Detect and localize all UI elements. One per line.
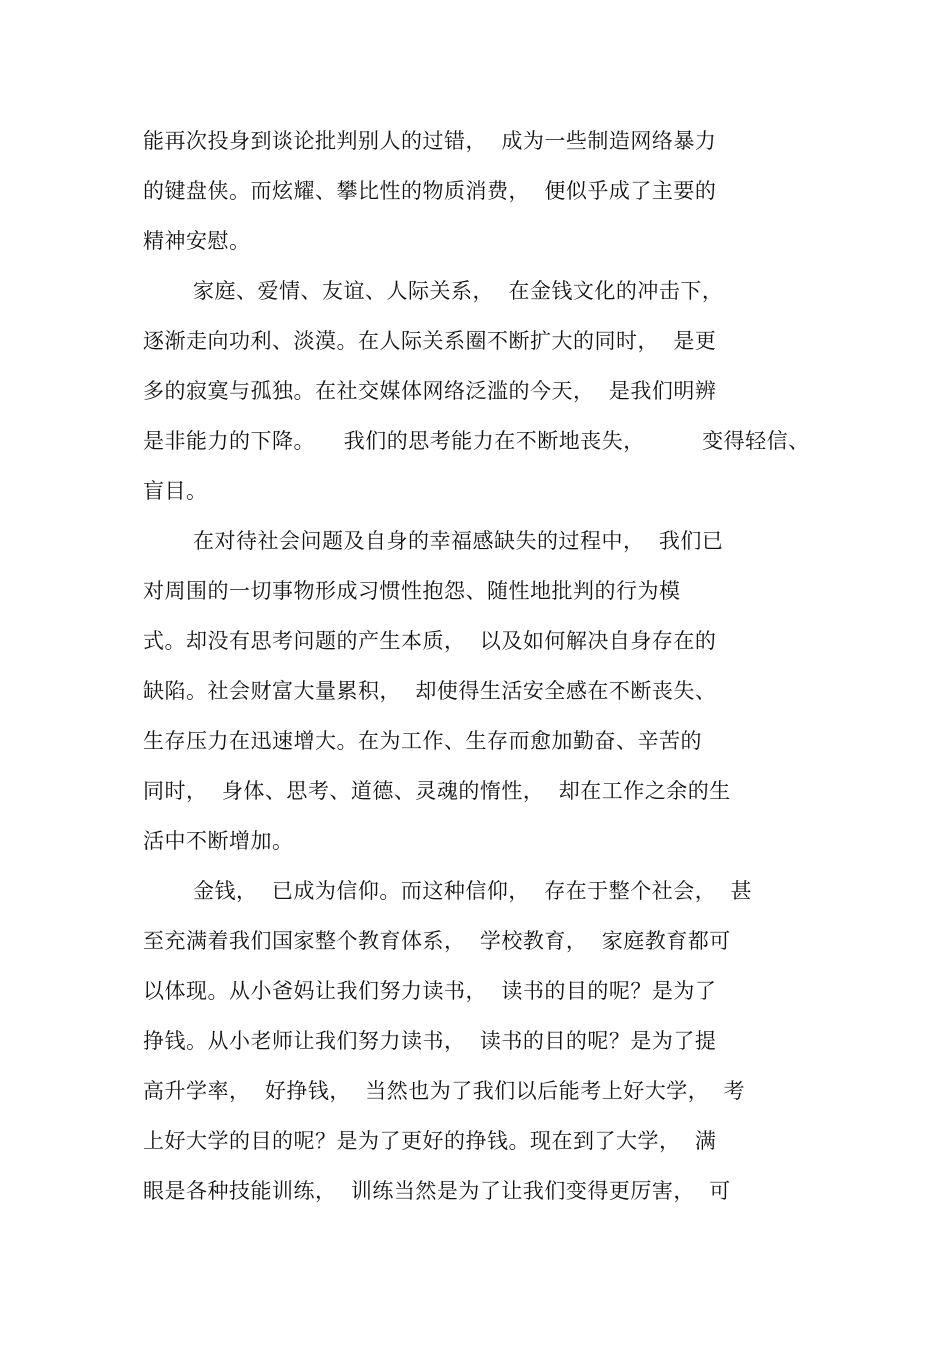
text-line: 活中不断增加。 — [143, 829, 294, 853]
paragraph-first-line: 在对待社会问题及自身的幸福感缺失的过程中， 我们已 — [193, 529, 724, 553]
paragraph-first-line: 金钱， 已成为信仰。而这种信仰， 存在于整个社会， 甚 — [193, 879, 753, 903]
text-line: 式。却没有思考问题的产生本质， 以及如何解决自身存在的 — [143, 629, 717, 653]
text-line: 多的寂寞与孤独。在社交媒体网络泛滥的今天， 是我们明辨 — [143, 379, 717, 403]
text-line: 精神安慰。 — [143, 229, 251, 253]
paragraph-first-line: 家庭、爱情、友谊、人际关系， 在金钱文化的冲击下， — [193, 279, 724, 303]
text-line: 同时， 身体、思考、道德、灵魂的惰性， 却在工作之余的生 — [143, 779, 731, 803]
text-line: 的键盘侠。而炫耀、攀比性的物质消费， 便似乎成了主要的 — [143, 179, 717, 203]
text-line: 上好大学的目的呢？是为了更好的挣钱。现在到了大学， 满 — [143, 1129, 717, 1153]
text-line: 至充满着我们国家整个教育体系， 学校教育， 家庭教育都可 — [143, 929, 731, 953]
text-line: 眼是各种技能训练， 训练当然是为了让我们变得更厉害， 可 — [143, 1179, 731, 1203]
text-line: 挣钱。从小老师让我们努力读书， 读书的目的呢？是为了提 — [143, 1029, 717, 1053]
text-line: 生存压力在迅速增大。在为工作、生存而愈加勤奋、辛苦的 — [143, 729, 702, 753]
text-line: 盲目。 — [143, 479, 208, 503]
text-line: 缺陷。社会财富大量累积， 却使得生活安全感在不断丧失、 — [143, 679, 717, 703]
text-line: 能再次投身到谈论批判别人的过错， 成为一些制造网络暴力 — [143, 129, 717, 153]
text-line: 逐渐走向功利、淡漠。在人际关系圈不断扩大的同时， 是更 — [143, 329, 717, 353]
text-line: 对周围的一切事物形成习惯性抱怨、随性地批判的行为模 — [143, 579, 681, 603]
text-line: 以体现。从小爸妈让我们努力读书， 读书的目的呢？是为了 — [143, 979, 717, 1003]
text-line: 是非能力的下降。 我们的思考能力在不断地丧失， 变得轻信、 — [143, 429, 810, 453]
text-line: 高升学率， 好挣钱， 当然也为了我们以后能考上好大学， 考 — [143, 1079, 746, 1103]
